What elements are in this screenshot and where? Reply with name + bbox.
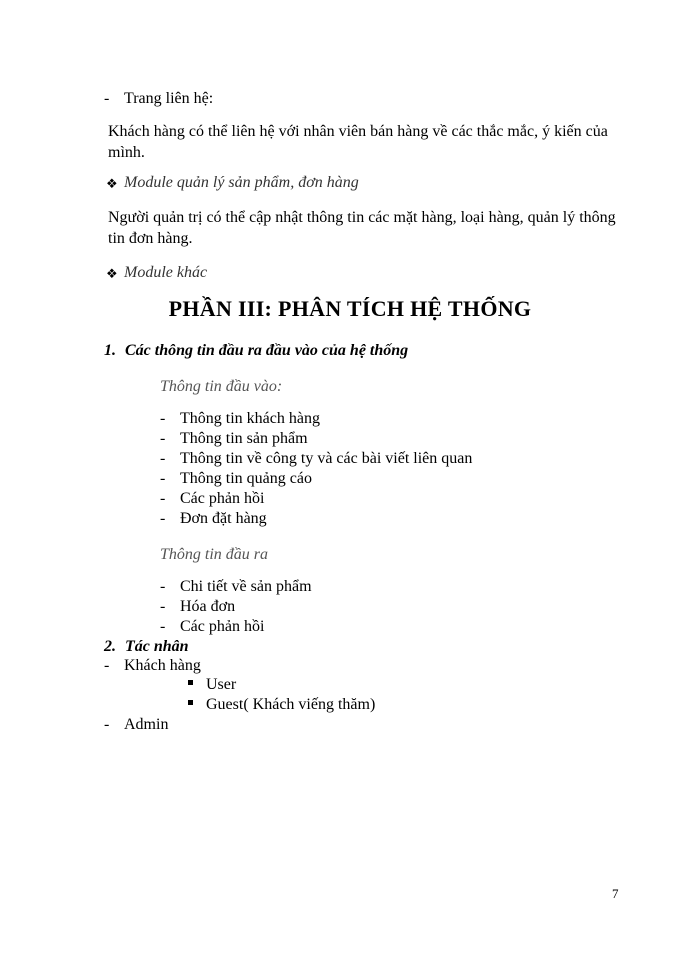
square-bullet-icon — [188, 680, 193, 685]
output-item: Chi tiết về sản phẩm — [180, 578, 312, 595]
contact-page-label: Trang liên hệ: — [124, 90, 214, 107]
input-item: Các phản hồi — [180, 490, 265, 507]
module-product-title: Module quản lý sản phẩm, đơn hàng — [124, 174, 359, 191]
dash-marker: - — [104, 90, 110, 107]
dash-marker: - — [160, 410, 166, 427]
customer-type-item: User — [206, 676, 237, 693]
dash-marker: - — [104, 657, 110, 674]
diamond-bullet-icon: ❖ — [106, 176, 118, 191]
dash-marker: - — [104, 716, 110, 733]
output-item: Các phản hồi — [180, 618, 265, 635]
outputs-title: Thông tin đầu ra — [160, 546, 269, 563]
dash-marker: - — [160, 470, 166, 487]
dash-marker: - — [160, 450, 166, 467]
input-item: Thông tin về công ty và các bài viết liên quan — [180, 450, 473, 467]
dash-marker: - — [160, 598, 166, 615]
customer-type-item: Guest( Khách viếng thăm) — [206, 696, 376, 713]
actor-customer: Khách hàng — [124, 657, 201, 674]
contact-description: Khách hàng có thể liên hệ với nhân viên bán hàng về các thắc mắc, ý kiến của mình. — [108, 123, 608, 161]
dash-marker: - — [160, 490, 166, 507]
section-title: PHẦN III: PHÂN TÍCH HỆ THỐNG — [168, 296, 532, 321]
page-number: 7 — [612, 886, 619, 901]
input-item: Đơn đặt hàng — [180, 510, 267, 527]
actor-admin: Admin — [124, 716, 169, 733]
dash-marker: - — [160, 578, 166, 595]
dash-marker: - — [160, 510, 166, 527]
input-item: Thông tin sản phẩm — [180, 430, 308, 447]
module-product-description: Người quản trị có thể cập nhật thông tin các mặt hàng, loại hàng, quản lý thông tin đơn hàng. — [108, 209, 616, 247]
output-item: Hóa đơn — [180, 598, 236, 615]
square-bullet-icon — [188, 700, 193, 705]
diamond-bullet-icon: ❖ — [106, 266, 118, 281]
heading-2-text: Tác nhân — [125, 638, 189, 655]
input-item: Thông tin quảng cáo — [180, 470, 312, 487]
dash-marker: - — [160, 430, 166, 447]
module-other-title: Module khác — [124, 264, 208, 281]
heading-2-number: 2. — [104, 638, 116, 655]
input-item: Thông tin khách hàng — [180, 410, 320, 427]
inputs-title: Thông tin đầu vào: — [160, 378, 283, 395]
heading-1-text: Các thông tin đầu ra đầu vào của hệ thống — [125, 342, 409, 359]
heading-1-number: 1. — [104, 342, 116, 359]
dash-marker: - — [160, 618, 166, 635]
